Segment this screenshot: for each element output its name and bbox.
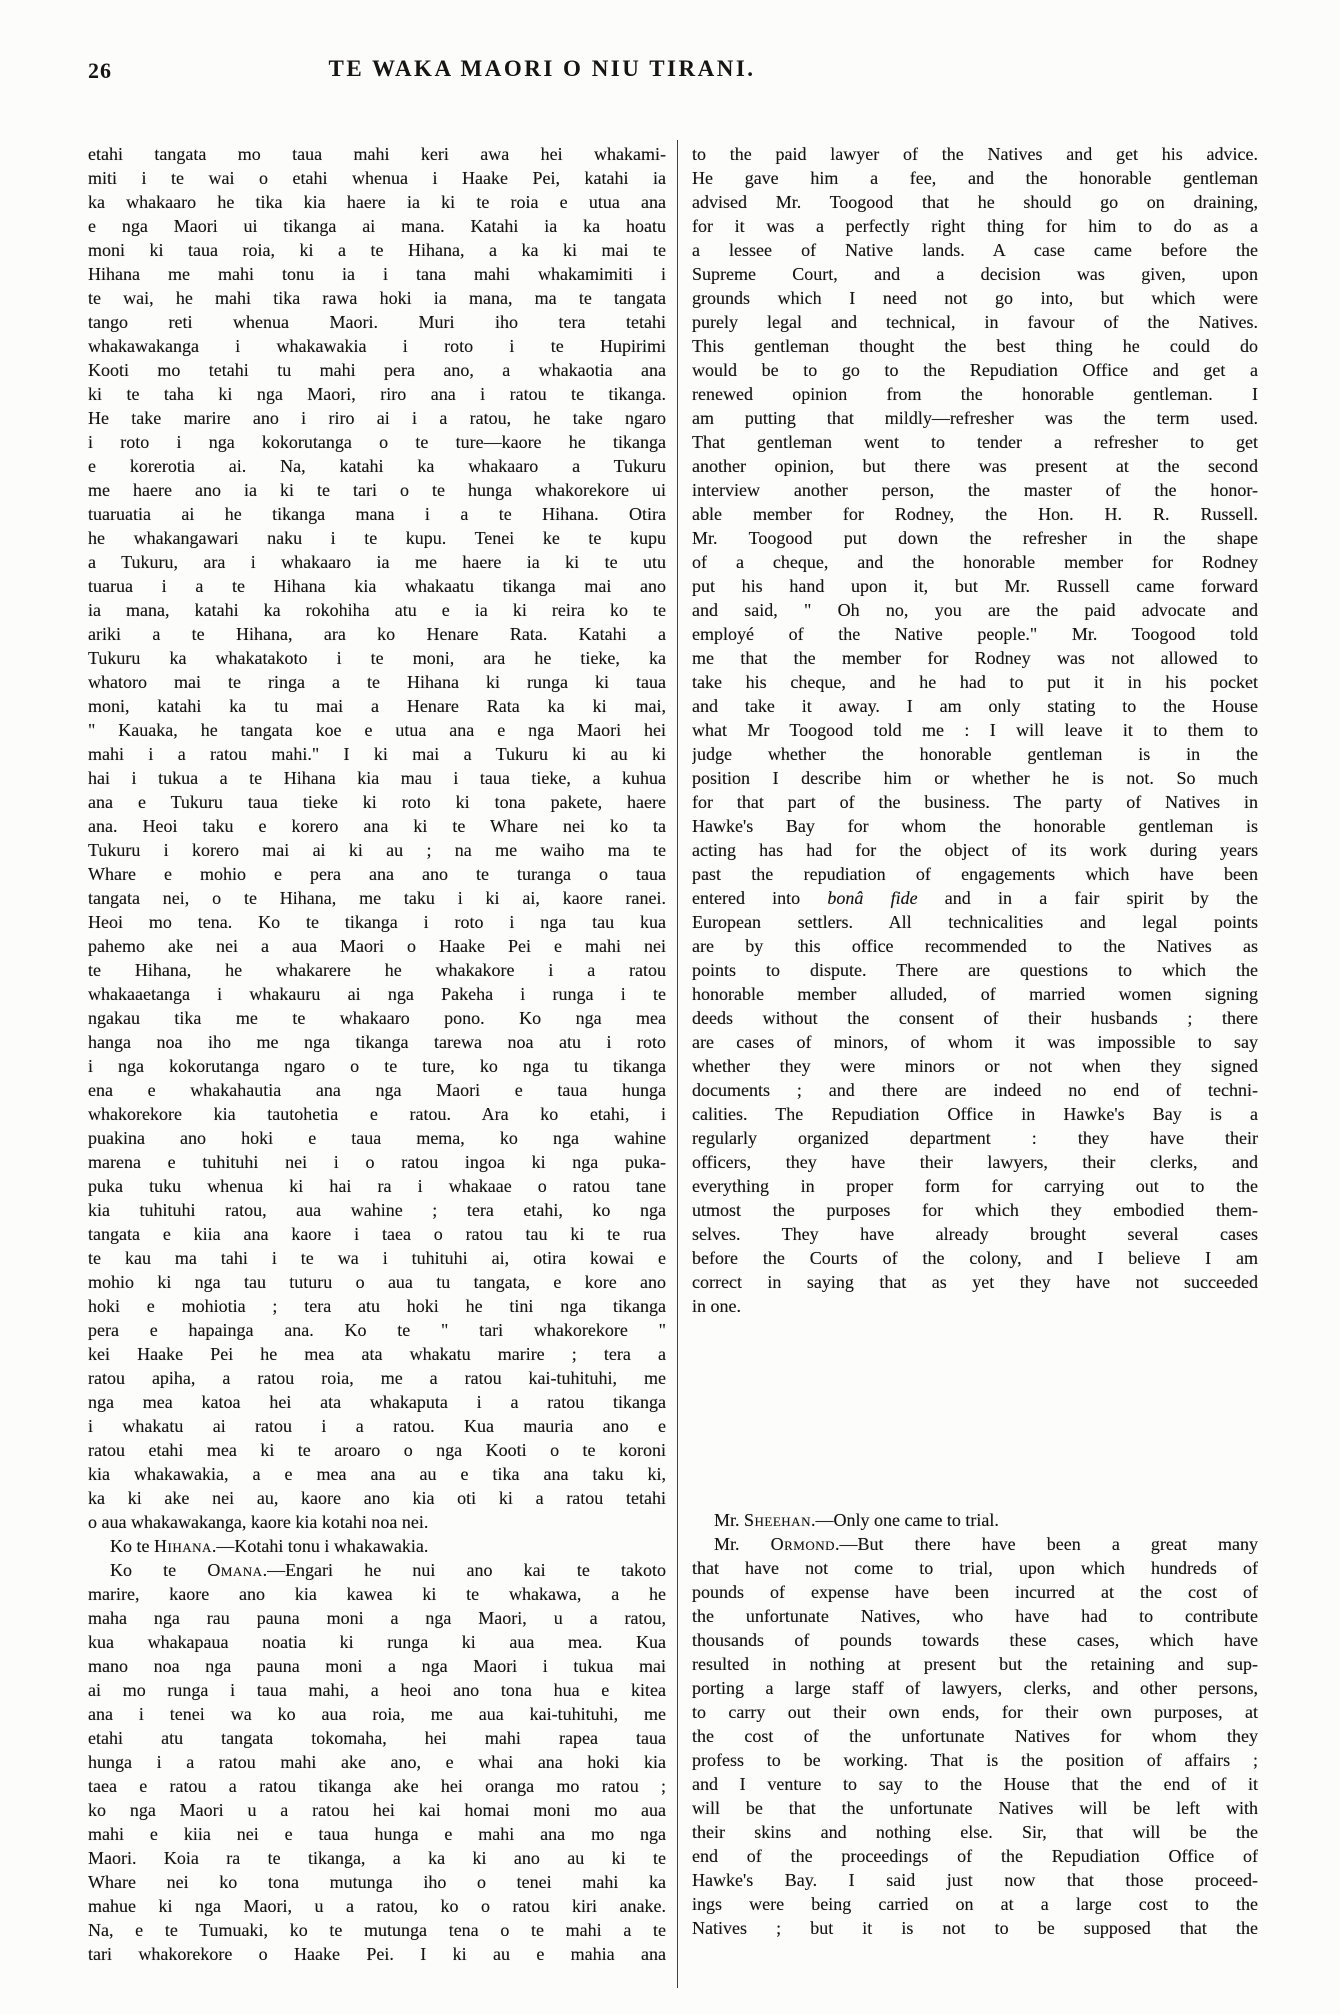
text-line: miti i te wai o etahi whenua i Haake Pei, katahi ia: [88, 168, 666, 188]
text-line: everything in proper form for carrying out to the: [692, 1176, 1258, 1196]
text-line: ratou apiha, a ratou roia, me a ratou kai-tuhituhi, me: [88, 1368, 666, 1388]
text-line: that have not come to trial, upon which hundreds of: [692, 1558, 1258, 1578]
text-line: entered into bonâ fide and in a fair spirit by the: [692, 888, 1258, 908]
text-line: marena e tuhituhi nei i o ratou ingoa ki nga puka-: [88, 1152, 666, 1172]
text-line: marire, kaore ano kia kawea ki te whakawa, a he: [88, 1584, 666, 1604]
text-line: to carry out their own ends, for their own purposes, at: [692, 1702, 1258, 1722]
text-line: Supreme Court, and a decision was given, upon: [692, 264, 1258, 284]
text-line: for it was a perfectly right thing for him to do as a: [692, 216, 1258, 236]
text-line: tuaruatia ai he tikanga mana i a te Hihana. Otira: [88, 504, 666, 524]
text-line: whether they were minors or not when they signed: [692, 1056, 1258, 1076]
paragraph: [88, 1558, 666, 1966]
text-line: judge whether the honorable gentleman is in the: [692, 744, 1258, 764]
text-line: te kau ma tahi i te wa i tuhituhi ai, otira kowai e: [88, 1248, 666, 1268]
text-line: i whakatu ai ratou i a ratou. Kua mauria ano e: [88, 1416, 666, 1436]
text-line: another opinion, but there was present at the second: [692, 456, 1258, 476]
text-line: maha nga rau pauna moni a nga Maori, u a ratou,: [88, 1608, 666, 1628]
text-line: would be to go to the Repudiation Office and get a: [692, 360, 1258, 380]
text-line: ana. Heoi taku e korero ana ki te Whare nei ko ta: [88, 816, 666, 836]
text-line: ngakau tika me te whakaaro pono. Ko nga mea: [88, 1008, 666, 1028]
text-line: kia tuhituhi ratou, aua wahine ; tera etahi, ko nga: [88, 1200, 666, 1220]
text-line: whakaaetanga i whakauru ai nga Pakeha i runga i te: [88, 984, 666, 1004]
text-line: mohio ki nga tau tuturu o aua tu tangata, e kore ano: [88, 1272, 666, 1292]
text-line: past the repudiation of engagements which have been: [692, 864, 1258, 884]
text-line: ana e Tukuru taua tieke ki roto ki tona pakete, haere: [88, 792, 666, 812]
text-line: the unfortunate Natives, who have had to contribute: [692, 1606, 1258, 1626]
text-line: renewed opinion from the honorable gentleman. I: [692, 384, 1258, 404]
text-line: ai mo runga i taua mahi, a heoi ano tona hua e kitea: [88, 1680, 666, 1700]
text-line: documents ; and there are indeed no end of techni-: [692, 1080, 1258, 1100]
text-line: acting has had for the object of its work during years: [692, 840, 1258, 860]
text-line: correct in saying that as yet they have not succeeded: [692, 1272, 1258, 1292]
column-maori: [88, 142, 666, 1966]
text-line: whatoro mai te ringa a te Hihana ki runga ki taua: [88, 672, 666, 692]
text-line: ratou etahi mea ki te aroaro o nga Kooti o te koroni: [88, 1440, 666, 1460]
text-line: mahi e kiia nei e taua hunga e mahi ana mo nga: [88, 1824, 666, 1844]
text-line: moni ki taua roia, ki a te Hihana, a ka ki mai te: [88, 240, 666, 260]
text-line: Mr. Ormond.—But there have been a great many: [714, 1534, 1258, 1554]
text-line: Kooti mo tetahi tu mahi pera ano, a whakaotia ana: [88, 360, 666, 380]
text-line: tangata e kiia ana kaore i taea o ratou tau ki te rua: [88, 1224, 666, 1244]
text-line: hai i tukua a te Hihana kia mau i taua tieke, a kuhua: [88, 768, 666, 788]
text-line: tangata nei, o te Hihana, me taku i ki ai, kaore ranei.: [88, 888, 666, 908]
text-line: nga mea katoa hei ata whakaputa i a ratou tikanga: [88, 1392, 666, 1412]
page-number: 26: [88, 58, 112, 83]
text-line: That gentleman went to tender a refresher to get: [692, 432, 1258, 452]
text-line: mano noa nga pauna moni a nga Maori i tukua mai: [88, 1656, 666, 1676]
text-line: are by this office recommended to the Natives as: [692, 936, 1258, 956]
text-line: utmost the purposes for which they embodied them-: [692, 1200, 1258, 1220]
text-line: a lessee of Native lands. A case came before the: [692, 240, 1258, 260]
text-line: am putting that mildly—refresher was the term used.: [692, 408, 1258, 428]
text-line: ia mana, katahi ka rokohiha atu e ia ki reira ko te: [88, 600, 666, 620]
text-line: hunga i a ratou mahi ake ano, e whai ana hoki kia: [88, 1752, 666, 1772]
text-line: able member for Rodney, the Hon. H. R. Russell.: [692, 504, 1258, 524]
text-line: Ko te Omana.—Engari he nui ano kai te takoto: [110, 1560, 666, 1580]
text-line: ings were being carried on at a large cost to the: [692, 1894, 1258, 1914]
text-line: etahi tangata mo taua mahi keri awa hei whakami-: [88, 144, 666, 164]
text-line: and I venture to say to the House that the end of it: [692, 1774, 1258, 1794]
text-line: Natives ; but it is not to be supposed that the: [692, 1918, 1258, 1938]
text-line: Whare e mohio e pera ana ano te turanga o taua: [88, 864, 666, 884]
text-line: Tukuru ka whakatakoto i te moni, ara he tieke, ka: [88, 648, 666, 668]
text-line: whakorekore kia tautohetia e ratou. Ara ko etahi, i: [88, 1104, 666, 1124]
text-line: purely legal and technical, in favour of the Natives.: [692, 312, 1258, 332]
text-line: what Mr Toogood told me : I will leave it to them to: [692, 720, 1258, 740]
text-line: take his cheque, and he had to put it in his pocket: [692, 672, 1258, 692]
paragraph: [88, 1534, 666, 1558]
text-line: put his hand upon it, but Mr. Russell came forward: [692, 576, 1258, 596]
text-line: pahemo ake nei a aua Maori o Haake Pei e mahi nei: [88, 936, 666, 956]
text-line: advised Mr. Toogood that he should go on draining,: [692, 192, 1258, 212]
paragraph: [692, 142, 1258, 1318]
text-line: me that the member for Rodney was not allowed to: [692, 648, 1258, 668]
text-line: European settlers. All technicalities and legal points: [692, 912, 1258, 932]
text-line: and said, " Oh no, you are the paid advocate and: [692, 600, 1258, 620]
text-line: This gentleman thought the best thing he could do: [692, 336, 1258, 356]
text-line: resulted in nothing at present but the retaining and sup-: [692, 1654, 1258, 1674]
text-line: pera e hapainga ana. Ko te " tari whakorekore ": [88, 1320, 666, 1340]
text-line: and take it away. I am only stating to the House: [692, 696, 1258, 716]
text-line: before the Courts of the colony, and I believe I am: [692, 1248, 1258, 1268]
text-line: " Kauaka, he tangata koe e utua ana e nga Maori hei: [88, 720, 666, 740]
text-line: selves. They have already brought several cases: [692, 1224, 1258, 1244]
text-line: for that part of the business. The party of Natives in: [692, 792, 1258, 812]
text-line: Mr. Sheehan.—Only one came to trial.: [714, 1510, 999, 1530]
text-line: Hawke's Bay. I said just now that those proceed-: [692, 1870, 1258, 1890]
text-line: He gave him a fee, and the honorable gentleman: [692, 168, 1258, 188]
text-line: a Tukuru, ara i whakaaro ia me haere ia ki te utu: [88, 552, 666, 572]
text-line: will be that the unfortunate Natives will be left with: [692, 1798, 1258, 1818]
text-line: Na, e te Tumuaki, ko te mutunga tena o te mahi a te: [88, 1920, 666, 1940]
text-line: Hihana me mahi tonu ia i tana mahi whakamimiti i: [88, 264, 666, 284]
text-line: e nga Maori ui tikanga ai mana. Katahi ia ka hoatu: [88, 216, 666, 236]
column-english: [692, 142, 1258, 1940]
text-line: ana i tenei wa ko aua roia, me aua kai-tuhituhi, me: [88, 1704, 666, 1724]
text-line: mahi i a ratou mahi." I ki mai a Tukuru ki au ki: [88, 744, 666, 764]
text-line: hanga noa iho me nga tikanga tarewa noa atu i roto: [88, 1032, 666, 1052]
text-line: o aua whakawakanga, kaore kia kotahi noa nei.: [88, 1512, 429, 1532]
text-line: e korerotia ai. Na, katahi ka whakaaro a Tukuru: [88, 456, 666, 476]
paragraph: [692, 1508, 1258, 1532]
text-line: hoki e mohiotia ; tera atu hoki he tini nga tikanga: [88, 1296, 666, 1316]
text-line: grounds which I need not go into, but which were: [692, 288, 1258, 308]
text-line: ariki a te Hihana, ara ko Henare Rata. Katahi a: [88, 624, 666, 644]
text-line: Mr. Toogood put down the refresher in the shape: [692, 528, 1258, 548]
text-line: Whare nei ko tona mutunga iho o tenei mahi ka: [88, 1872, 666, 1892]
text-line: tango reti whenua Maori. Muri iho tera tetahi: [88, 312, 666, 332]
text-line: he whakangawari naku i te kupu. Tenei ke te kupu: [88, 528, 666, 548]
text-line: te Hihana, he whakarere he whakakore i a ratou: [88, 960, 666, 980]
text-line: calities. The Repudiation Office in Hawke's Bay is a: [692, 1104, 1258, 1124]
text-line: puakina ano hoki e taua mema, ko nga wahine: [88, 1128, 666, 1148]
text-line: ka whakaaro he tika kia haere ia ki te roia e utua ana: [88, 192, 666, 212]
text-line: of a cheque, and the honorable member for Rodney: [692, 552, 1258, 572]
text-line: tuarua i a te Hihana kia whakaatu tikanga mai ano: [88, 576, 666, 596]
text-line: Tukuru i korero mai ai ki au ; na me waiho ma te: [88, 840, 666, 860]
text-line: profess to be working. That is the position of affairs ;: [692, 1750, 1258, 1770]
text-line: moni, katahi ka tu mai a Henare Rata ka ki mai,: [88, 696, 666, 716]
text-line: to the paid lawyer of the Natives and get his advice.: [692, 144, 1258, 164]
text-line: puka tuku whenua ki hai ra i whakaae o ratou tane: [88, 1176, 666, 1196]
text-line: are cases of minors, of whom it was impossible to say: [692, 1032, 1258, 1052]
text-line: mahue ki nga Maori, u a ratou, ko o ratou kiri anake.: [88, 1896, 666, 1916]
text-line: deeds without the consent of their husbands ; there: [692, 1008, 1258, 1028]
text-line: kei Haake Pei he mea ata whakatu marire ; tera a: [88, 1344, 666, 1364]
text-line: ki te taha ki nga Maori, riro ana i ratou te tikanga.: [88, 384, 666, 404]
text-line: Heoi mo tena. Ko te tikanga i roto i nga tau kua: [88, 912, 666, 932]
text-line: porting a large staff of lawyers, clerks, and other persons,: [692, 1678, 1258, 1698]
text-line: ena e whakahautia ana nga Maori e taua hunga: [88, 1080, 666, 1100]
text-line: kia whakawakia, a e mea ana au e tika ana taku ki,: [88, 1464, 666, 1484]
text-line: tari whakorekore o Haake Pei. I ki au e mahia ana: [88, 1944, 666, 1964]
text-line: i nga kokorutanga ngaro o te ture, ko nga tu tikanga: [88, 1056, 666, 1076]
text-line: Ko te Hihana.—Kotahi tonu i whakawakia.: [110, 1536, 429, 1556]
text-line: He take marire ano i riro ai i a ratou, he take ngaro: [88, 408, 666, 428]
text-line: i roto i nga kokorutanga o te ture—kaore he tikanga: [88, 432, 666, 452]
text-line: Maori. Koia ra te tikanga, a ka ki ano au ki te: [88, 1848, 666, 1868]
text-line: the cost of the unfortunate Natives for whom they: [692, 1726, 1258, 1746]
text-line: officers, they have their lawyers, their clerks, and: [692, 1152, 1258, 1172]
text-line: kua whakapaua noatia ki runga ki aua mea. Kua: [88, 1632, 666, 1652]
text-line: points to dispute. There are questions to which the: [692, 960, 1258, 980]
text-line: me haere ano ia ki te tari o te hunga whakorekore ui: [88, 480, 666, 500]
text-line: honorable member alluded, of married women signing: [692, 984, 1258, 1004]
paragraph: [88, 142, 666, 1534]
paragraph: [692, 1532, 1258, 1940]
text-line: employé of the Native people." Mr. Toogood told: [692, 624, 1258, 644]
text-line: ko nga Maori u a ratou hei kai homai moni mo aua: [88, 1800, 666, 1820]
text-line: te wai, he mahi tika rawa hoki ia mana, ma te tangata: [88, 288, 666, 308]
text-line: in one.: [692, 1296, 741, 1316]
text-line: ka ki ake nei au, kaore ano kia oti ki a ratou tetahi: [88, 1488, 666, 1508]
text-line: regularly organized department : they have their: [692, 1128, 1258, 1148]
column-divider: [677, 140, 678, 1988]
text-line: taea e ratou a ratou tikanga ake hei oranga mo ratou ;: [88, 1776, 666, 1796]
text-line: end of the proceedings of the Repudiation Office of: [692, 1846, 1258, 1866]
text-line: their skins and nothing else. Sir, that will be the: [692, 1822, 1258, 1842]
text-line: position I describe him or whether he is not. So much: [692, 768, 1258, 788]
text-line: pounds of expense have been incurred at the cost of: [692, 1582, 1258, 1602]
text-line: etahi atu tangata tokomaha, hei mahi rapea taua: [88, 1728, 666, 1748]
text-line: interview another person, the master of the honor-: [692, 480, 1258, 500]
text-line: whakawakanga i whakawakia i roto i te Hupirimi: [88, 336, 666, 356]
text-line: Hawke's Bay for whom the honorable gentleman is: [692, 816, 1258, 836]
text-line: thousands of pounds towards these cases, which have: [692, 1630, 1258, 1650]
page-title: TE WAKA MAORI O NIU TIRANI.: [328, 56, 756, 81]
